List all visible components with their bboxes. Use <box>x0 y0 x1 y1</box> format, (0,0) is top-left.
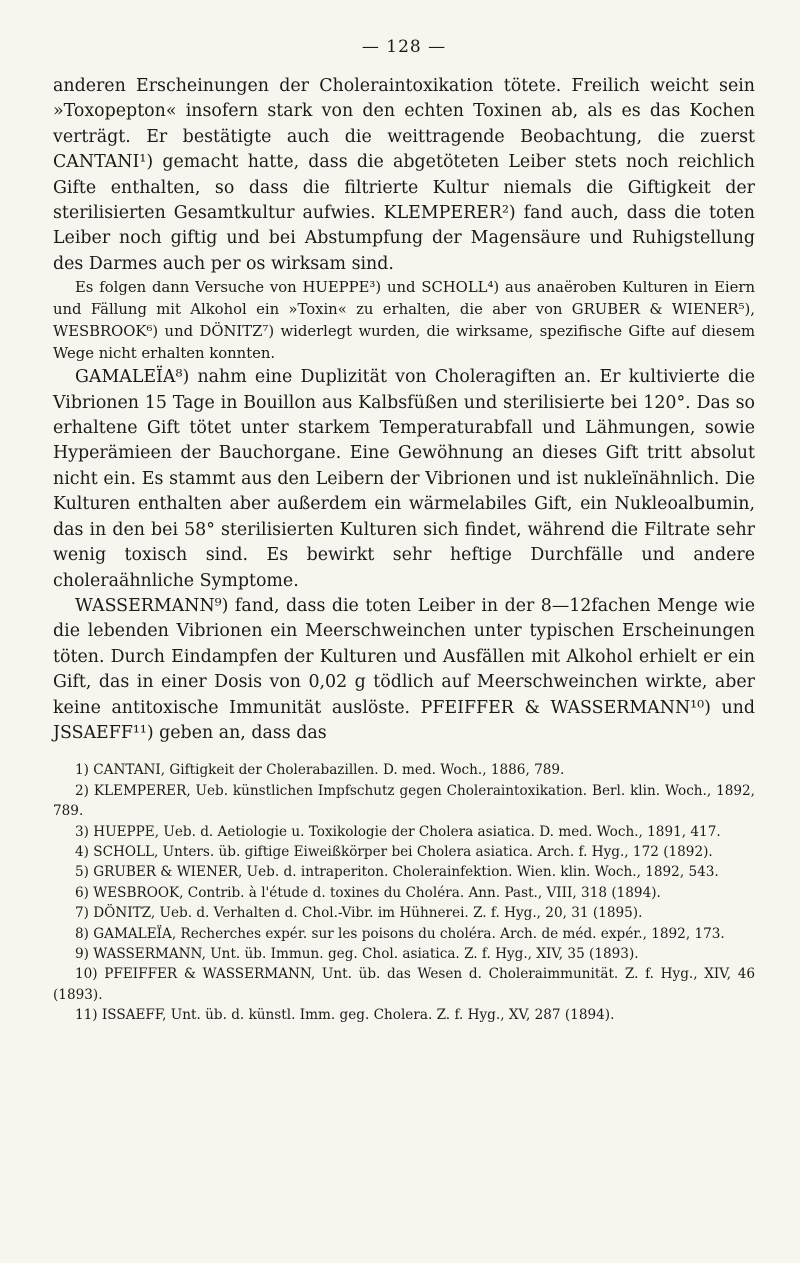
footnote-4: 4) SCHOLL, Unters. üb. giftige Eiweißkörper bei Cholera asiatica. Arch. f. Hyg., 172 (1892). <box>75 843 713 860</box>
document-page <box>53 32 755 1026</box>
paragraph-1: anderen Erscheinungen der Choleraintoxikation tötete. Freilich weicht sein »Toxopepton« insofern stark von den echten Toxinen ab, als es das Kochen verträgt. Er bestätigte auch die weittragende Beobachtung, die zuerst CANTANI¹) gemacht hatte, dass die abgetöteten Leiber stets noch reichlich Gifte enthalten, so dass die filtrierte Kultur niemals die Giftigkeit der sterilisierten Gesamtkultur aufwies. KLEMPERER²) fand auch, dass die toten Leiber noch giftig und bei Abstumpfung der Magensäure und Ruhigstellung des Darmes auch per os wirksam sind. <box>53 76 755 274</box>
footnote-8: 8) GAMALEÏA, Recherches expér. sur les poisons du choléra. Arch. de méd. expér., 1892, 173. <box>75 925 725 942</box>
page-number: — 128 — <box>361 37 447 57</box>
footnotes <box>53 760 755 1025</box>
paragraph-2: Es folgen dann Versuche von HUEPPE³) und SCHOLL⁴) aus anaëroben Kulturen in Eiern und Fällung mit Alkohol ein »Toxin« zu erhalten, die aber von GRUBER & WIENER⁵), WESBROOK⁶) und DÖNITZ⁷) widerlegt wurden, die wirksame, spezifische Gifte auf diesem Wege nicht erhalten konnten. <box>53 279 755 363</box>
footnote-11: 11) ISSAEFF, Unt. üb. d. künstl. Imm. geg. Cholera. Z. f. Hyg., XV, 287 (1894). <box>75 1007 615 1024</box>
footnote-5: 5) GRUBER & WIENER, Ueb. d. intraperiton. Cholerainfektion. Wien. klin. Woch., 1892, 543. <box>75 864 719 881</box>
body-text <box>53 74 755 746</box>
footnote-2: 2) KLEMPERER, Ueb. künstlichen Impfschutz gegen Choleraintoxikation. Berl. klin. Woch., 1892, 789. <box>53 782 755 820</box>
footnote-9: 9) WASSERMANN, Unt. üb. Immun. geg. Chol. asiatica. Z. f. Hyg., XIV, 35 (1893). <box>75 946 639 962</box>
footnote-1: 1) CANTANI, Giftigkeit der Cholerabazillen. D. med. Woch., 1886, 789. <box>75 762 565 779</box>
footnote-7: 7) DÖNITZ, Ueb. d. Verhalten d. Chol.-Vibr. im Hühnerei. Z. f. Hyg., 20, 31 (1895). <box>75 905 643 922</box>
paragraph-3: GAMALEÏA⁸) nahm eine Duplizität von Choleragiften an. Er kultivierte die Vibrionen 15 Tage in Bouillon aus Kalbsfüßen und sterilisierte bei 120°. Das so erhaltene Gift tötet unter starkem Temperaturabfall und Lähmungen, sowie Hyperämieen der Bauchorgane. Eine Gewöhnung an dieses Gift tritt absolut nicht ein. Es stammt aus den Leibern der Vibrionen und ist nukleïnähnlich. Die Kulturen enthalten aber außerdem ein wärmelabiles Gift, ein Nukleoalbumin, das in den bei 58° sterilisierten Kulturen sich findet, während die Filtrate sehr wenig toxisch sind. Es bewirkt sehr heftige Durchfälle und andere choleraähnliche Symptome. <box>53 367 755 591</box>
footnote-6: 6) WESBROOK, Contrib. à l'étude d. toxines du Choléra. Ann. Past., VIII, 318 (1894). <box>75 884 661 901</box>
footnote-3: 3) HUEPPE, Ueb. d. Aetiologie u. Toxikologie der Cholera asiatica. D. med. Woch., 1891, 417. <box>75 823 721 840</box>
footnote-10: 10) PFEIFFER & WASSERMANN, Unt. üb. das Wesen d. Choleraimmunität. Z. f. Hyg., XIV, 46 (1893). <box>53 966 755 1003</box>
paragraph-4: WASSERMANN⁹) fand, dass die toten Leiber in der 8—12fachen Menge wie die lebenden Vibrionen ein Meerschweinchen unter typischen Erscheinungen töten. Durch Eindampfen der Kulturen und Ausfällen mit Alkohol erhielt er ein Gift, das in einer Dosis von 0,02 g tödlich auf Meerschweinchen wirkte, aber keine antitoxische Immunität auslöste. PFEIFFER & WASSERMANN¹⁰) und JSSAEFF¹¹) geben an, dass das <box>53 595 755 743</box>
